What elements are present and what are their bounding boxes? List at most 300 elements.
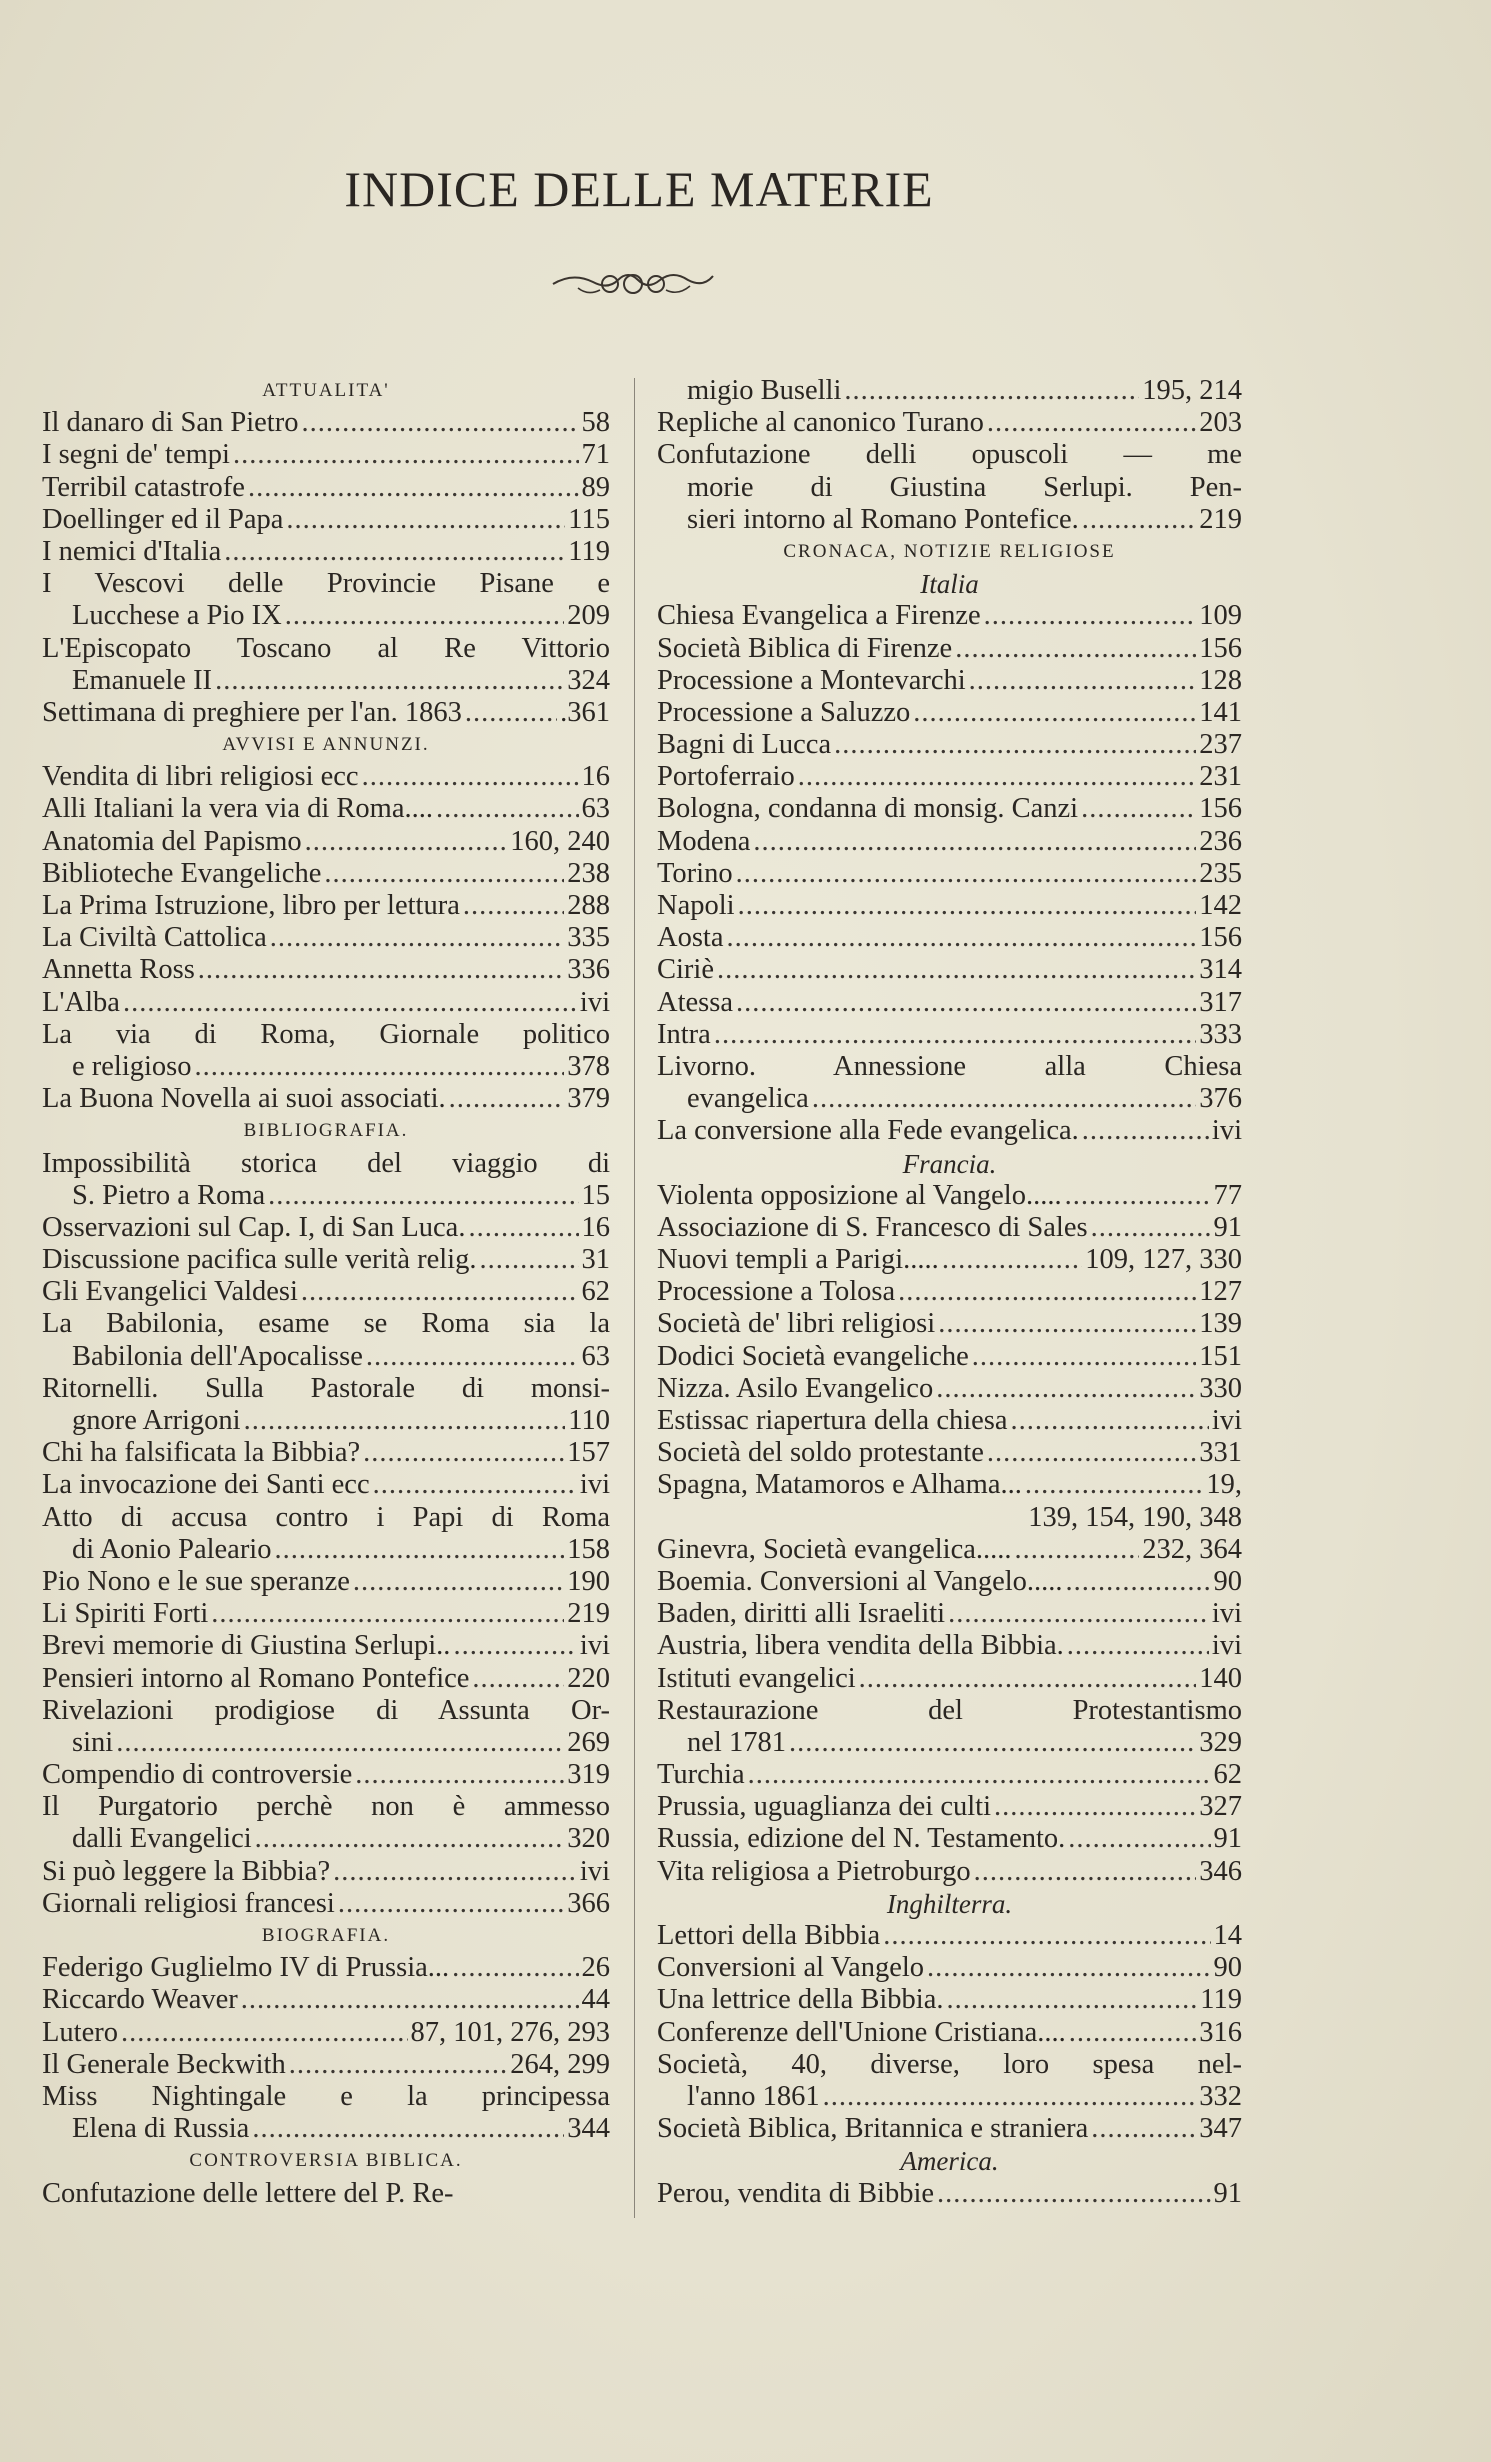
- entry-title: Conversioni al Vangelo: [657, 1952, 925, 1984]
- dot-leader: [942, 1244, 1082, 1276]
- page-number: 44: [581, 1984, 610, 2016]
- entry-title: dalli Evangelici: [72, 1823, 252, 1855]
- dot-leader: [353, 1566, 564, 1598]
- dot-leader: [1025, 1469, 1203, 1501]
- dot-leader: [224, 536, 565, 568]
- page-number: 139: [1199, 1308, 1242, 1340]
- dot-leader: [195, 1051, 565, 1083]
- page-number: 232, 364: [1142, 1533, 1242, 1565]
- page-number: 320: [567, 1823, 610, 1855]
- dot-leader: [938, 1308, 1196, 1340]
- index-entry: [657, 1373, 1242, 1405]
- page-number: 89: [581, 471, 610, 503]
- dot-leader: [812, 1083, 1196, 1115]
- page-number: 219: [1199, 503, 1242, 535]
- entry-title: Lettori della Bibbia: [657, 1920, 881, 1951]
- index-entry: [657, 1212, 1242, 1244]
- page-number: 319: [567, 1759, 610, 1791]
- index-entry: [657, 1405, 1242, 1437]
- dot-leader: [479, 1244, 578, 1276]
- entry-title: Spagna, Matamoros e Alhama...: [657, 1469, 1022, 1501]
- page-number: 109: [1199, 600, 1242, 632]
- page-number: 324: [567, 664, 610, 696]
- page-number: 62: [1213, 1759, 1242, 1791]
- index-entry: [657, 890, 1242, 922]
- entry-title: Si può leggere la Bibbia?: [42, 1855, 331, 1887]
- entry-title: Perou, vendita di Bibbie: [657, 2177, 935, 2209]
- entry-title: Giornali religiosi francesi: [42, 1887, 335, 1919]
- page-number: 330: [1199, 1372, 1242, 1404]
- section-heading: BIOGRAFIA.: [261, 1925, 391, 1946]
- entry-title: La Buona Novella ai suoi associati.: [42, 1083, 446, 1115]
- index-entry: [657, 1534, 1242, 1566]
- page-number: 110: [568, 1405, 610, 1436]
- index-entry: [657, 600, 1242, 632]
- entry-title: Chiesa Evangelica a Firenze: [657, 600, 981, 632]
- entry-title: Vita religiosa a Pietroburgo: [657, 1855, 971, 1887]
- index-entry: [42, 697, 610, 729]
- dot-leader: [717, 954, 1196, 986]
- index-entry-line: Livorno. Annessione alla Chiesa: [657, 1050, 1242, 1082]
- page-number: 128: [1199, 664, 1242, 696]
- page-number: 378: [567, 1050, 610, 1082]
- page-number: 119: [1200, 1984, 1242, 2016]
- entry-title: Elena di Russia: [72, 2113, 250, 2145]
- page-number: ivi: [1211, 1115, 1242, 1147]
- index-entry: [657, 504, 1242, 536]
- index-entry: [42, 1180, 610, 1212]
- dot-leader: [1066, 1566, 1211, 1598]
- entry-title: Nizza. Asilo Evangelico: [657, 1372, 934, 1404]
- dot-leader: [268, 1180, 578, 1212]
- index-entry: [657, 1115, 1242, 1147]
- page-number: 14: [1213, 1920, 1242, 1951]
- entry-title: migio Buselli: [687, 375, 842, 406]
- page-number: 16: [581, 1211, 610, 1243]
- index-entry: [42, 1823, 610, 1855]
- entry-title: Prussia, uguaglianza dei culti: [657, 1791, 991, 1823]
- page-number: 115: [568, 503, 610, 535]
- entry-title: Federigo Guglielmo IV di Prussia...: [42, 1952, 450, 1984]
- entry-title: Società del soldo protestante: [657, 1437, 984, 1469]
- dot-leader: [463, 890, 564, 922]
- page-number: 90: [1213, 1952, 1242, 1984]
- dot-leader: [955, 633, 1196, 665]
- dot-leader: [883, 1920, 1210, 1952]
- page-number: 15: [581, 1179, 610, 1211]
- index-entry: [657, 1727, 1242, 1759]
- dot-leader: [946, 1984, 1197, 2016]
- dot-leader: [798, 761, 1197, 793]
- section-heading: AVVISI E ANNUNZI.: [222, 734, 430, 756]
- index-entry-pages: 139, 154, 190, 348: [1028, 1501, 1242, 1533]
- page-number: ivi: [1211, 1405, 1242, 1436]
- index-entry: [657, 2113, 1242, 2145]
- entry-title: Compendio di controversie: [42, 1759, 353, 1791]
- dot-leader: [121, 2017, 408, 2049]
- index-entry: [657, 1083, 1242, 1115]
- entry-title: Dodici Società evangeliche: [657, 1340, 969, 1372]
- index-entry: [42, 407, 610, 439]
- entry-title: La invocazione dei Santi ecc: [42, 1469, 370, 1501]
- entry-title: I segni de' tempi: [42, 439, 230, 471]
- dot-leader: [844, 375, 1139, 407]
- page-number: 209: [567, 600, 610, 632]
- entry-title: Società Biblica, Britannica e straniera: [657, 2113, 1089, 2145]
- entry-title: L'Alba: [42, 986, 120, 1018]
- dot-leader: [301, 1276, 579, 1308]
- page-number: 220: [567, 1662, 610, 1694]
- dot-leader: [248, 472, 579, 504]
- page-number: 90: [1213, 1565, 1242, 1597]
- page-number: 231: [1199, 761, 1242, 793]
- entry-title: Babilonia dell'Apocalisse: [72, 1340, 363, 1372]
- page-number: 91: [1213, 1211, 1242, 1243]
- index-entry: [42, 1405, 610, 1437]
- index-entry-line: Il Purgatorio perchè non è ammesso: [42, 1791, 610, 1823]
- index-entry: [42, 2049, 610, 2081]
- page-number: 16: [581, 761, 610, 793]
- dot-leader: [714, 1019, 1196, 1051]
- page-number: 142: [1199, 890, 1242, 921]
- index-entry: [42, 1083, 610, 1115]
- index-entry: [42, 1244, 610, 1276]
- page-number: 236: [1199, 825, 1242, 857]
- page-number: 157: [567, 1437, 610, 1469]
- index-entry: [657, 1180, 1242, 1212]
- entry-title: Modena: [657, 825, 751, 857]
- page-number: 329: [1199, 1726, 1242, 1758]
- index-column-right: [657, 375, 1242, 2210]
- page-number: 333: [1199, 1018, 1242, 1050]
- entry-title: Pio Nono e le sue speranze: [42, 1565, 350, 1597]
- page-number: 336: [567, 954, 610, 986]
- entry-title: Napoli: [657, 890, 735, 921]
- entry-title: Repliche al canonico Turano: [657, 407, 984, 439]
- index-entry: [657, 729, 1242, 761]
- entry-title: Alli Italiani la vera via di Roma....: [42, 793, 433, 825]
- entry-title: La Civiltà Cattolica: [42, 922, 267, 954]
- page-number: 141: [1199, 696, 1242, 728]
- page-number: 156: [1199, 922, 1242, 954]
- entry-title: nel 1781: [687, 1726, 786, 1758]
- index-entry-line: Confutazione delli opuscoli — me: [657, 439, 1242, 471]
- entry-title: Li Spiriti Forti: [42, 1598, 209, 1630]
- index-entry: [657, 2178, 1242, 2210]
- page-number: 347: [1199, 2113, 1242, 2145]
- dot-leader: [252, 2113, 564, 2145]
- page-number: 77: [1213, 1179, 1242, 1211]
- dot-leader: [727, 922, 1197, 954]
- index-entry: [657, 407, 1242, 439]
- page-number: 26: [581, 1952, 610, 1984]
- dot-leader: [333, 1856, 577, 1888]
- page-number: 346: [1199, 1855, 1242, 1887]
- page-number: 190: [567, 1565, 610, 1597]
- entry-title: Terribil catastrofe: [42, 471, 245, 503]
- dot-leader: [937, 2178, 1210, 2210]
- dot-leader: [1069, 2017, 1196, 2049]
- index-column-left: [42, 375, 610, 2210]
- entry-title: Boemia. Conversioni al Vangelo.....: [657, 1565, 1063, 1597]
- page-number: 19,: [1206, 1469, 1242, 1501]
- page-number: 237: [1199, 729, 1242, 761]
- dot-leader: [241, 1984, 579, 2016]
- page-number: 264, 299: [510, 2048, 610, 2080]
- dot-leader: [244, 1405, 566, 1437]
- dot-leader: [452, 1952, 578, 1984]
- ornament-flourish: [548, 262, 718, 302]
- entry-title: Osservazioni sul Cap. I, di San Luca.: [42, 1211, 466, 1243]
- index-entry: [657, 1823, 1242, 1855]
- page-number: 335: [567, 922, 610, 954]
- index-entry: [657, 858, 1242, 890]
- page-number: 119: [568, 535, 610, 567]
- dot-leader: [465, 697, 557, 729]
- entry-title: Doellinger ed il Papa: [42, 503, 284, 535]
- index-entry: [657, 1244, 1242, 1276]
- page-number: 63: [581, 1340, 610, 1372]
- entry-title: Una lettrice della Bibbia.: [657, 1984, 944, 2016]
- index-entry: [42, 1984, 610, 2016]
- dot-leader: [823, 2081, 1197, 2113]
- entry-title: Conferenze dell'Unione Cristiana....: [657, 2016, 1066, 2048]
- page-number: 331: [1199, 1437, 1242, 1469]
- index-entry: [42, 1888, 610, 1920]
- page-number: 379: [567, 1083, 610, 1115]
- page-number: 91: [1213, 2177, 1242, 2209]
- dot-leader: [913, 697, 1196, 729]
- index-entry: [42, 987, 610, 1019]
- index-entry: [42, 1469, 610, 1501]
- dot-leader: [927, 1952, 1210, 1984]
- index-entry: [657, 1984, 1242, 2016]
- dot-leader: [1082, 1115, 1209, 1147]
- dot-leader: [898, 1276, 1196, 1308]
- dot-leader: [355, 1759, 564, 1791]
- page-number: 219: [567, 1598, 610, 1630]
- index-entry-line: Confutazione delle lettere del P. Re-: [42, 2177, 454, 2209]
- index-entry: [657, 761, 1242, 793]
- entry-title: Lutero: [42, 2016, 118, 2048]
- dot-leader: [116, 1727, 564, 1759]
- entry-title: Annetta Ross: [42, 954, 195, 986]
- dot-leader: [987, 1437, 1196, 1469]
- entry-title: Biblioteche Evangeliche: [42, 857, 322, 889]
- dot-leader: [974, 1856, 1197, 1888]
- entry-title: Settimana di preghiere per l'an. 1863: [42, 696, 462, 728]
- index-entry: [657, 1663, 1242, 1695]
- dot-leader: [233, 439, 579, 471]
- dot-leader: [1091, 1212, 1211, 1244]
- page-number: 62: [581, 1276, 610, 1308]
- index-entry: [42, 1437, 610, 1469]
- index-entry: [657, 1019, 1242, 1051]
- entry-title: Estissac riapertura della chiesa: [657, 1405, 1008, 1436]
- dot-leader: [198, 954, 564, 986]
- dot-leader: [994, 1791, 1196, 1823]
- entry-title: Nuovi templi a Parigi.....: [657, 1244, 939, 1276]
- entry-title: S. Pietro a Roma: [72, 1179, 266, 1211]
- index-entry: [657, 1598, 1242, 1630]
- entry-title: Processione a Montevarchi: [657, 664, 966, 696]
- index-entry: [42, 1952, 610, 1984]
- dot-leader: [362, 761, 579, 793]
- index-entry: [42, 472, 610, 504]
- index-entry: [42, 1856, 610, 1888]
- index-entry: [657, 987, 1242, 1019]
- index-entry: [657, 1437, 1242, 1469]
- index-entry: [42, 1759, 610, 1791]
- page-number: 238: [567, 857, 610, 889]
- page-number: 160, 240: [510, 825, 610, 857]
- index-entry: [657, 1276, 1242, 1308]
- page-number: ivi: [579, 1630, 610, 1662]
- page-number: 203: [1199, 407, 1242, 439]
- entry-title: evangelica: [687, 1083, 809, 1115]
- page-number: 269: [567, 1726, 610, 1758]
- dot-leader: [984, 600, 1197, 632]
- entry-title: Lucchese a Pio IX: [72, 600, 282, 632]
- subsection-heading: Italia: [920, 569, 979, 600]
- page-number: 195, 214: [1142, 375, 1242, 406]
- index-entry: [42, 1276, 610, 1308]
- entry-title: Brevi memorie di Giustina Serlupi..: [42, 1630, 451, 1662]
- dot-leader: [859, 1663, 1197, 1695]
- entry-title: Bologna, condanna di monsig. Canzi: [657, 793, 1079, 825]
- dot-leader: [285, 600, 565, 632]
- dot-leader: [948, 1598, 1209, 1630]
- page-number: 314: [1199, 954, 1242, 986]
- index-entry: [42, 536, 610, 568]
- index-entry: [657, 633, 1242, 665]
- index-entry-line: Società, 40, diverse, loro spesa nel-: [657, 2048, 1242, 2080]
- entry-title: Russia, edizione del N. Testamento.: [657, 1823, 1066, 1855]
- index-entry: [42, 826, 610, 858]
- entry-title: Violenta opposizione al Vangelo.....: [657, 1179, 1062, 1211]
- index-entry-line: Restaurazione del Protestantismo: [657, 1694, 1242, 1726]
- entry-title: Società de' libri religiosi: [657, 1308, 936, 1340]
- index-entry: [657, 2081, 1242, 2113]
- entry-title: Austria, libera vendita della Bibbia.: [657, 1630, 1064, 1662]
- page-number: 156: [1199, 793, 1242, 825]
- entry-title: sieri intorno al Romano Pontefice.: [687, 503, 1079, 535]
- dot-leader: [969, 665, 1197, 697]
- page-number: 235: [1199, 857, 1242, 889]
- index-entry: [657, 2017, 1242, 2049]
- entry-title: Bagni di Lucca: [657, 729, 832, 761]
- page-number: 109, 127, 330: [1085, 1244, 1242, 1276]
- index-entry: [42, 1341, 610, 1373]
- entry-title: Emanuele II: [72, 664, 213, 696]
- index-entry: [657, 826, 1242, 858]
- index-entry-line: Impossibilità storica del viaggio di: [42, 1147, 610, 1179]
- entry-title: Chi ha falsificata la Bibbia?: [42, 1437, 361, 1469]
- index-entry: [657, 375, 1242, 407]
- index-entry: [657, 793, 1242, 825]
- index-entry: [42, 1212, 610, 1244]
- section-heading: CONTROVERSIA BIBLICA.: [189, 2150, 463, 2172]
- dot-leader: [123, 987, 577, 1019]
- entry-title: I nemici d'Italia: [42, 535, 222, 567]
- entry-title: gnore Arrigoni: [72, 1405, 241, 1436]
- index-entry: [42, 1566, 610, 1598]
- entry-title: Il danaro di San Pietro: [42, 407, 299, 439]
- entry-title: Ginevra, Società evangelica.....: [657, 1533, 1012, 1565]
- index-entry: [657, 922, 1242, 954]
- dot-leader: [1081, 793, 1196, 825]
- index-entry: [657, 697, 1242, 729]
- page-number: 332: [1199, 2080, 1242, 2112]
- page-number: 316: [1199, 2016, 1242, 2048]
- dot-leader: [338, 1888, 564, 1920]
- dot-leader: [834, 729, 1196, 761]
- index-entry-line: I Vescovi delle Provincie Pisane e: [42, 568, 610, 600]
- index-entry: [42, 1663, 610, 1695]
- index-entry: [42, 1598, 610, 1630]
- index-entry-line: La Babilonia, esame se Roma sia la: [42, 1308, 610, 1340]
- subsection-heading: America.: [900, 2146, 999, 2177]
- index-entry: [657, 1341, 1242, 1373]
- entry-title: e religioso: [72, 1050, 192, 1082]
- dot-leader: [436, 793, 579, 825]
- section-heading: CRONACA, NOTIZIE RELIGIOSE: [783, 540, 1116, 562]
- page-number: 366: [567, 1887, 610, 1919]
- entry-title: Intra: [657, 1018, 711, 1050]
- index-entry: [657, 1952, 1242, 1984]
- dot-leader: [211, 1598, 564, 1630]
- entry-title: Ciriè: [657, 954, 714, 986]
- entry-title: Portoferraio: [657, 761, 795, 793]
- entry-title: Baden, diritti alli Israeliti: [657, 1598, 946, 1630]
- entry-title: Processione a Tolosa: [657, 1276, 896, 1308]
- page-number: 87, 101, 276, 293: [410, 2016, 610, 2048]
- entry-title: Turchia: [657, 1759, 745, 1791]
- page-number: 58: [581, 407, 610, 439]
- entry-title: Vendita di libri religiosi ecc: [42, 761, 359, 793]
- dot-leader: [987, 407, 1196, 439]
- dot-leader: [1068, 1823, 1210, 1855]
- dot-leader: [753, 826, 1196, 858]
- dot-leader: [373, 1469, 577, 1501]
- index-entry: [42, 922, 610, 954]
- subsection-heading: Inghilterra.: [886, 1888, 1013, 1919]
- page-number: 31: [581, 1244, 610, 1276]
- index-entry: [657, 1566, 1242, 1598]
- page-number: ivi: [579, 1855, 610, 1887]
- index-entry: [657, 1308, 1242, 1340]
- page-number: ivi: [1211, 1598, 1242, 1630]
- page-number: 327: [1199, 1791, 1242, 1823]
- index-entry: [657, 665, 1242, 697]
- entry-title: Anatomia del Papismo: [42, 825, 302, 857]
- index-entry-line: Miss Nightingale e la principessa: [42, 2080, 610, 2112]
- index-entry-line: L'Episcopato Toscano al Re Vittorio: [42, 632, 610, 664]
- dot-leader: [215, 665, 564, 697]
- dot-leader: [748, 1759, 1211, 1791]
- index-entry: [657, 1920, 1242, 1952]
- index-entry: [42, 1630, 610, 1662]
- dot-leader: [289, 2049, 508, 2081]
- dot-leader: [363, 1437, 564, 1469]
- section-heading: ATTUALITA': [262, 380, 390, 401]
- index-entry: [42, 1727, 610, 1759]
- index-entry: [42, 761, 610, 793]
- index-entry: [42, 2113, 610, 2145]
- dot-leader: [270, 922, 564, 954]
- index-entry: [42, 890, 610, 922]
- entry-title: Discussione pacifica sulle verità relig.: [42, 1244, 477, 1276]
